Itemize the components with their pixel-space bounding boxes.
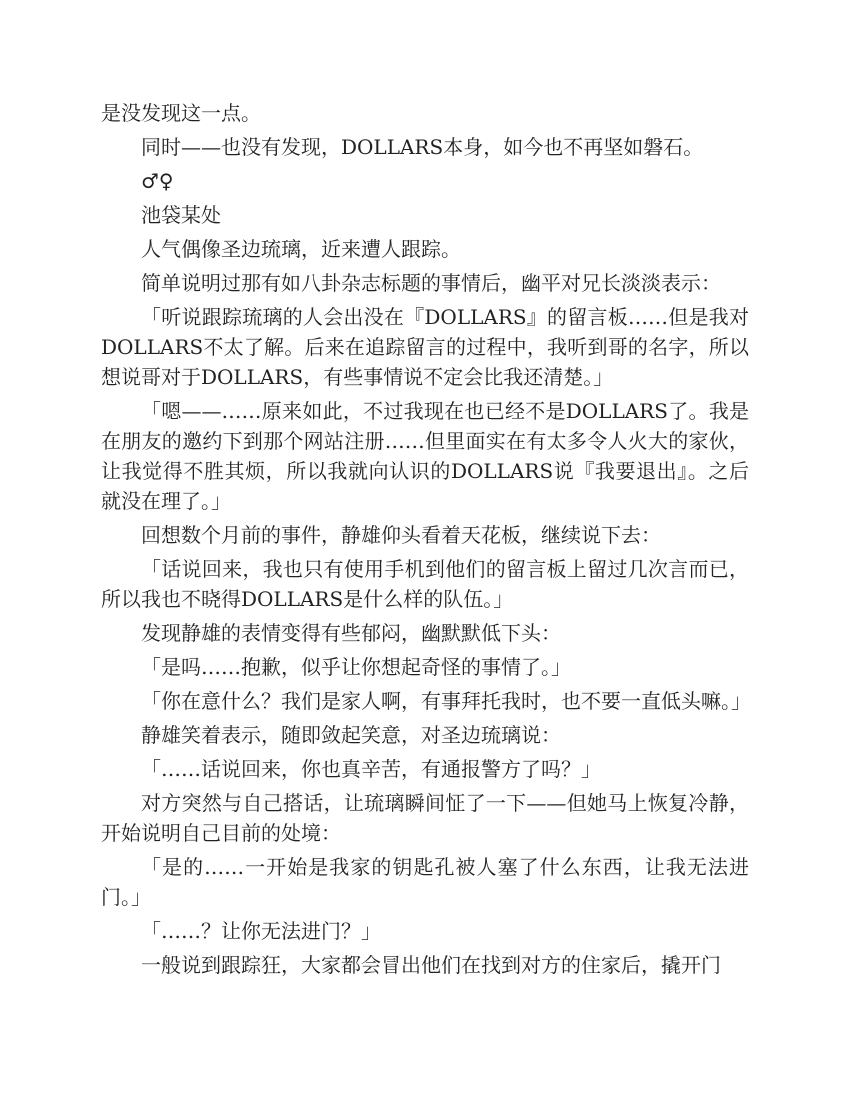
- dialogue-paragraph: 「是吗……抱歉，似乎让你想起奇怪的事情了。」: [141, 655, 571, 679]
- paragraph: 回想数个月前的事件，静雄仰头看着天花板，继续说下去：: [141, 523, 661, 547]
- paragraph: 一般说到跟踪狂，大家都会冒出他们在找到对方的住家后，撬开门: [141, 953, 721, 977]
- dialogue-paragraph: 「是的……一开始是我家的钥匙孔被人塞了什么东西，让我无法进门。」: [101, 855, 749, 909]
- scene-heading: 池袋某处: [141, 203, 221, 227]
- dialogue-paragraph: 「听说跟踪琉璃的人会出没在『DOLLARS』的留言板……但是我对DOLLARS不太了解。后来在追踪留言的过程中，我听到哥的名字，所以想说哥对于DOLLARS，有些事情说不定会比我还清楚。」: [101, 305, 749, 389]
- paragraph: 同时——也没有发现，DOLLARS本身，如今也不再坚如磐石。: [141, 135, 704, 159]
- document-page: [101, 98, 749, 984]
- dialogue-paragraph: 「你在意什么？我们是家人啊，有事拜托我时，也不要一直低头嘛。」: [141, 689, 751, 713]
- paragraph: 是没发现这一点。: [101, 101, 261, 125]
- paragraph: 简单说明过那有如八卦杂志标题的事情后，幽平对兄长淡淡表示：: [141, 271, 721, 295]
- paragraph: 发现静雄的表情变得有些郁闷，幽默默低下头：: [141, 621, 561, 645]
- paragraph: 静雄笑着表示，随即敛起笑意，对圣边琉璃说：: [141, 723, 561, 747]
- paragraph: 人气偶像圣边琉璃，近来遭人跟踪。: [141, 237, 461, 261]
- paragraph: 对方突然与自己搭话，让琉璃瞬间怔了一下——但她马上恢复冷静，开始说明自己目前的处境：: [101, 791, 749, 845]
- dialogue-paragraph: 「……话说回来，你也真辛苦，有通报警方了吗？」: [141, 757, 601, 781]
- dialogue-paragraph: 「嗯——……原来如此，不过我现在也已经不是DOLLARS了。我是在朋友的邀约下到那个网站注册……但里面实在有太多令人火大的家伙，让我觉得不胜其烦，所以我就向认识的DOLLARS说『我要退出』。之后就没在理了。」: [101, 399, 749, 513]
- dialogue-paragraph: 「话说回来，我也只有使用手机到他们的留言板上留过几次言而已，所以我也不晓得DOLLARS是什么样的队伍。」: [101, 557, 749, 611]
- dialogue-paragraph: 「……？让你无法进门？」: [141, 919, 381, 943]
- scene-break-symbol: ♂♀: [141, 169, 174, 193]
